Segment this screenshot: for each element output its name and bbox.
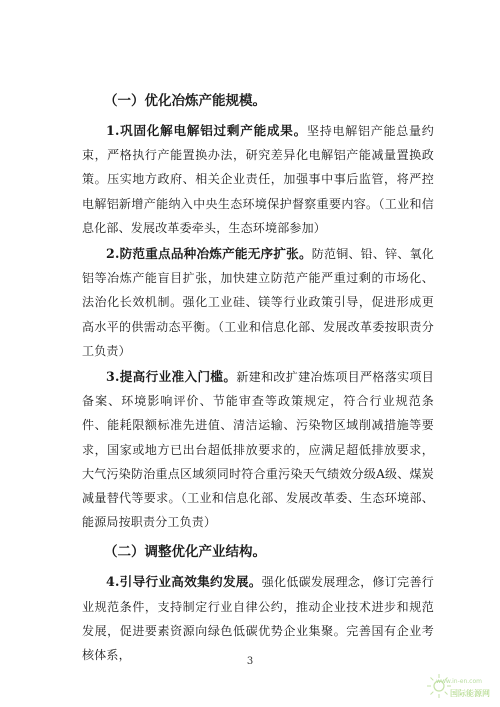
paragraph-1-body: 坚持电解铝产能总量约束，严格执行产能置换办法，研究差异化电解铝产能减量置换政策。压实地方政府、相关企业责任，加强事中事后监管，将严控电解铝新增产能纳入中央生态环境保护督察重要内容。（工业和信息化部、发展改革委牵头，生态环境部参加） [82, 124, 434, 235]
paragraph-1 [82, 119, 434, 240]
section-heading-1: （一）优化冶炼产能规模。 [104, 93, 266, 109]
paragraph-2-title: 2.防范重点品种冶炼产能无序扩张。 [106, 246, 312, 262]
page-number: 3 [246, 656, 254, 667]
watermark-logo [432, 673, 494, 703]
paragraph-3-title: 3.提高行业准入门槛。 [106, 369, 237, 385]
paragraph-2 [82, 242, 434, 363]
paragraph-4 [82, 570, 434, 667]
document-body [82, 89, 434, 669]
paragraph-4-body: 强化低碳发展理念，修订完善行业规范条件，支持制定行业自律公约，推动企业技术进步和规范发展，促进要素资源向绿色低碳优势企业集聚。完善国有企业考核体系， [82, 575, 435, 663]
paragraph-4-title: 4.引导行业高效集约发展。 [106, 574, 262, 590]
paragraph-3-body: 新建和改扩建冶炼项目严格落实项目备案、环境影响评价、节能审查等政策规定，符合行业规范条件、能耗限额标准先进值、清洁运输、污染物区域削减措施等要求，国家或地方已出台超低排放要求的，应满足超低排放要求，大气污染防治重点区域须同时符合重污染天气绩效分级A级、煤炭减量替代等要求。（工业和信息化部、发展改革委、生态环境部、能源局按职责分工负责） [82, 370, 435, 530]
paragraph-1-title: 1.巩固化解电解铝过剩产能成果。 [106, 123, 307, 138]
paragraph-2-body: 防范铜、铅、锌、氧化铝等冶炼产能盲目扩张，加快建立防范产能严重过剩的市场化、法治化长效机制。强化工业硅、镁等行业政策引导，促进形成更高水平的供需动态平衡。（工业和信息化部、发展改革委按职责分工负责） [82, 247, 434, 358]
watermark-url: www.in-en.com [436, 678, 482, 685]
watermark-text: 国际能源网 [450, 689, 490, 698]
section-heading-2: （二）调整优化产业结构。 [104, 544, 266, 561]
paragraph-3 [82, 365, 434, 534]
